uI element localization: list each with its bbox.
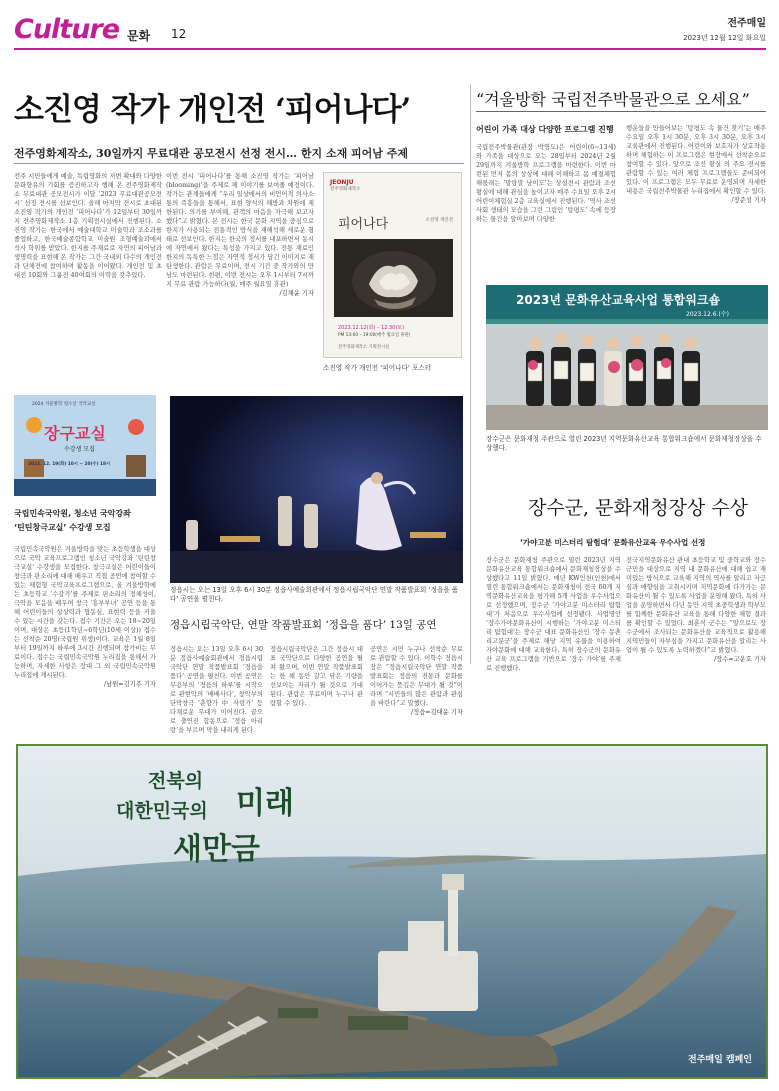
museum-rule xyxy=(476,111,766,112)
issue-date: 2023년 12월 12일 화요일 xyxy=(683,34,766,42)
gugak-headline2: ‘틴틴창극교실’ 수강생 모집 xyxy=(14,523,111,532)
section-title-en: Culture xyxy=(14,14,120,45)
janggun-byline: /장수=고운호 기자 xyxy=(714,656,766,663)
janggun-col1: 장수군은 문화재청 주관으로 열린 2023년 지역문화유산교육 통합워크숍에서 문화재청장상을 수상했다고 11일 밝혔다. 매년 KW인천(인천)에서 열린 통합워크숍에서는 문화재청이 전국 60개 지역문화유산교육을 평가해 5개 사업을 우수사업으로 선정했으며, 장수군 ‘가야고분 미스터리 탐험대’가 처음으로 우수사업에 선정됐다. 사업명인 ‘장수가야문화유산이 시행하는 ‘가야고분 미스터리 탐험대’는 장수군 대표 문화유산인 ‘장수 동촌리고분군’을 주제로 해당 지역 유물을 이용하여 가야문화에 대해 교육한다. 특히 장수군의 문화유산 교육 프로그램을 기반으로 ‘장수 가야’를 주제로 진행했다. xyxy=(486,557,621,672)
museum-col1: 국립전주박물관(관장 박영도)은 어린이(6∼13세)와 가족을 대상으로 오는 28일부터 2024년 2월 29일까지 겨울방학 프로그램을 마련한다. 이번 마련된 먼저 몸의 상상에 대해 이해하고 몸 예절체험 해볼래는 ‘말랑말 냥이도’는 상설전시 관람과 조선왕실에 대해 관심을 높이고자 매주 수요일 오후 2시 어린이체험실 2층 교육실에서 진행된다. ‘역사 조선사회 생태의 모습을 그린 그림인 ‘탕평도’ 속에 등장하는 물건을 알아보며 다양한 xyxy=(476,144,616,223)
gugak-poster-line1: 2024 겨울방학 청소년 국악교실 xyxy=(32,402,96,407)
poster-org-sub: 전주영화제작소 xyxy=(330,187,361,192)
ad-line3: 미래 xyxy=(236,786,294,821)
poster-artwork xyxy=(334,239,453,317)
award-banner-date: 2023.12.6.(수) xyxy=(686,311,729,318)
poster-title: 피어나다 xyxy=(338,217,389,232)
performance-scene xyxy=(170,396,463,583)
page-number: 12 xyxy=(171,27,187,41)
gugak-poster-title2: 수강생 모집 xyxy=(64,446,95,453)
award-caption: 장수군은 문화재청 주관으로 열린 2023년 지역문화유산교육 통합워크숍에서 문화재청장상을 수상했다. xyxy=(486,435,762,452)
poster-caption: 소진영 작가 개인전 ‘피어나다’ 포스터 xyxy=(323,364,432,372)
museum-byline: /장준성 기자 xyxy=(731,197,766,204)
main-byline: /김채윤 기자 xyxy=(279,290,314,297)
performance-caption: 정읍시는 오는 13일 오후 6시 30분 정읍사예술회관에서 정읍시립국악단 연말 작품발표회 ‘정읍을 품다’ 공연을 펼친다. xyxy=(170,586,459,603)
column-divider xyxy=(470,84,471,664)
poster-dates: 2023.12.12(화) – 12.30(토) xyxy=(338,325,405,331)
poster-hours: PM 13:00 – 19:00(매주 월요일 휴관) xyxy=(338,333,411,338)
janggun-col2: 전국지역문화유산 관내 초등학교 및 중학교와 장수군민을 대상으로 지역 내 문화유산에 대해 쉽고 재미있는 방식으로 교육해 지역의 역사를 알리고 자긍심과 애향심을 고취시키며 지역문화에 다가가는 문화유산이 될 수 있도록 사업을 운영해 왔다. 특히 사업을 운영하면서 다년 동안 지역 초중학생과 학부모를 함께한 문화유산 교육을 통해 다양한 체험 결과를 확인할 수 있었다. 최훈식 군수는 “앞으로도 장수군에서 조사되는 문화유산을 교육적으로 활용해 지역민들이 자부심을 가지고 문화유산을 알리는 사업이 될 수 있도록 노력하겠다”고 밝혔다. /장수=고운호 기자 xyxy=(626,557,766,663)
ad-sponsor: 전주매일 캠페인 xyxy=(688,1055,752,1065)
jeongeup-col3: 공연은 시민 누구나 선착순 무료로 관람할 수 있다. 이학수 정읍시장은 “정읍시립국악단 연말 작품발표회는 정읍의 전통과 문화를 이어가는 뜻깊은 무대가 될 것”이라며 “시민들의 많은 관람과 관심을 바란다”고 말했다. /정읍=김대윤 기자 xyxy=(370,646,463,716)
poster-artist: 소진영 개인전 xyxy=(425,218,453,223)
gugak-poster-title: 장구교실 xyxy=(44,424,106,443)
janggun-headline: 장수군, 문화재청장상 수상 xyxy=(528,497,749,519)
main-col1: 전주 시민들에게 예술, 독립영화의 저변 확대와 다양한 문화향유의 기회를 증진하고자 행해 온 전주영화제작소 무료대관 공모전시가 이달 ‘2023 무료대관공모전시’ 선정 전시를 선보인다. 올해 마지막 전시로 초대된 소진영 작가의 개인전 ‘피어나다’가 12일부터 30일까지 전주영화제작소 1층 기획전시실에서 진행된다. 소진영 작가는 한국에서 예술대학교 미술학과 조소과를 졸업하고, 한국예술종합학교 미술원 조형예술과에서 석사 학위를 받았다. 한지를 주재료로 자연의 피어남과 생명력을 표현해 온 작가는 그간 국내외 다수의 개인전과 단체전에 참여하며 활동을 이어왔다. 개인전 및 초대전 10회와 그룹전 40여회의 이력을 갖추었다. xyxy=(14,173,162,279)
museum-headline: “겨울방학 국립전주박물관으로 오세요” xyxy=(476,90,750,109)
ad-line1: 전북의 xyxy=(148,770,204,792)
performance-photo xyxy=(170,396,463,583)
poster-venue: 전주영화제작소 기획전시실 xyxy=(338,345,390,350)
paper-name: 전주매일 xyxy=(727,18,766,29)
jeongeup-headline: 정읍시립국악단, 연말 작품발표회 ‘정읍을 품다’ 13일 공연 xyxy=(170,619,437,631)
ad-line4: 새만금 xyxy=(173,832,260,867)
page-header xyxy=(14,14,766,50)
jeongeup-byline: /정읍=김대윤 기자 xyxy=(411,709,463,716)
gugak-poster xyxy=(14,395,156,496)
gugak-body: 국립민속국악원은 겨울방학을 맞는 초등학생을 대상으로 국악 교육프로그램인 청소년 국악강좌 ‘틴틴창극교실’ 수강생을 모집한다. 창극교실은 어린이들이 창극과 판소리에 대해 배우고 직접 공연에 참여할 수 있는 체험형 국악교육프로그램으로, 올 겨울방학에는 초등학교 ‘수강가’를 주제로 판소리의 정체성이, 극악을 모음을 배우며 창극 ‘흥부부녀’ 공연 등을 통해 어린이들의 상상력과 협동심, 표현력 등을 키울 수 있는 시간을 갖는다. 접수 기간은 오는 18∼20일이며, 대상은 초등(1학년∼6학년(10세 이상)) 접수는 선착순 20명(국립원 위생)이다. 교육은 1월 8일부터 19일까지 하루에 3시간 진행되며 참가비는 무료이다. 접수는 국립민속국악원 누리집을 통해서 가능하며, 자세한 사항은 장대 그 외 국립민속국악원 누리집에 게시된다. /남원=김기주 기자 xyxy=(14,546,156,688)
janggun-subhead: ‘가야고분 미스터리 탐험대’ 문화유산교육 우수사업 선정 xyxy=(520,538,706,547)
saemangeum-ad xyxy=(16,744,768,1079)
section-title-ko: 문화 xyxy=(127,29,151,43)
gugak-poster-dates: 2023. 12. 19(화) 10시 ~ 20(수) 18시 xyxy=(28,462,111,467)
main-subhead-rule xyxy=(14,163,464,164)
jeongeup-col2: 정읍시립국악단은 그간 정읍시 대표 국악단으로 다양한 공연을 펼쳐 왔으며, 이번 연말 작품발표회는 한 해 동안 갈고 닦은 기량을 선보이는 자리가 될 것으로 기대된다. 관람은 무료이며 누구나 관람할 수 있다. xyxy=(270,646,363,707)
award-banner-text: 2023년 문화유산교육사업 통합워크숍 xyxy=(516,293,721,307)
header-rule xyxy=(14,48,766,50)
poster-org: JEONJU xyxy=(330,179,354,186)
gugak-byline: /남원=김기주 기자 xyxy=(104,681,156,688)
main-col2: 이번 전시 ‘피어나다’를 통해 소진영 작가는 ‘피어남(blooming)’을 주제로 해 이야기를 보여줄 예정이다. 작가는 관계들에게 “우리 일상에서의 비언어적 의사소통의 즉흥들을 통해서, 표현 양식의 해방과 차원에 제한된다. 의기를 부여해, 관객의 마음을 자극해 보고자 했다”고 밝혔다. 본 전시는 한국 문화 지역을 중심으로 한지가 사용되는 전통적인 방식을 재해석해 새로운 형태로 선보인다. 한지는 한국의 정서를 내포하면서 동시에 자연에서 왔다는 특성을 가지고 있다. 전통 재료인 한지의 독특한 느낌은 자연적 정서가 담긴 이미지로 재탄생한다. 관람은 무료이며, 전시 기간 중 작가와의 만남도 마련된다. 한편, 이번 전시는 오후 1시부터 7시까지 무료 관람 가능하다(월, 매주 월요일 휴관) /김채윤 기자 xyxy=(166,173,314,297)
ad-line2: 대한민국의 xyxy=(116,800,208,822)
exhibition-poster xyxy=(323,172,462,358)
museum-subhead: 어린이 가족 대상 다양한 프로그램 진행 xyxy=(476,125,614,134)
jeongeup-col1: 정읍시는 오는 13일 오후 6시 30분 정읍사예술회관에서 정읍시립국악단 연말 작품발표회 ‘정읍을 품다’ 공연을 펼친다. 이번 공연은 무용부의 ‘정읍의 하루’를 시작으로 관현악의 ‘배배사다’, 창악부의 단막창극 ‘춘향가 中 사랑가’ 등 다채로운 무대가 이어진다. 끝으로 출연진 합동으로 ‘정읍 아리랑’을 부르며 막을 내리게 된다. xyxy=(170,646,263,734)
award-photo xyxy=(486,285,768,430)
museum-col2: 행운들을 만들어보는 ‘탕평도 속 물건 찾기’는 매주 수요일 오후 1시 30분, 오후 3시 30분, 오후 3시 교육관에서 진행된다. 어린이와 보호자가 상호작용하며 체험하는 이 프로그램은 현장에서 선착순으로 참여할 수 있다. 앞으로 조선 왕실 의 주요 전시를 관람할 수 있는 여러 체험 프로그램들도 준비되어 있다. 이 프로그램은 모두 무료로 운영되며 자세한 내용은 국립전주박물관 누리집에서 확인할 수 있다. /장준성 기자 xyxy=(626,125,766,204)
gugak-headline1: 국립민속국악원, 청소년 국악강좌 xyxy=(14,509,131,518)
main-subhead: 전주영화제작소, 30일까지 무료대관 공모전시 선정 전시… 한지 소재 피어남 주제 xyxy=(14,147,409,160)
main-headline: 소진영 작가 개인전 ‘피어나다’ xyxy=(14,92,411,128)
